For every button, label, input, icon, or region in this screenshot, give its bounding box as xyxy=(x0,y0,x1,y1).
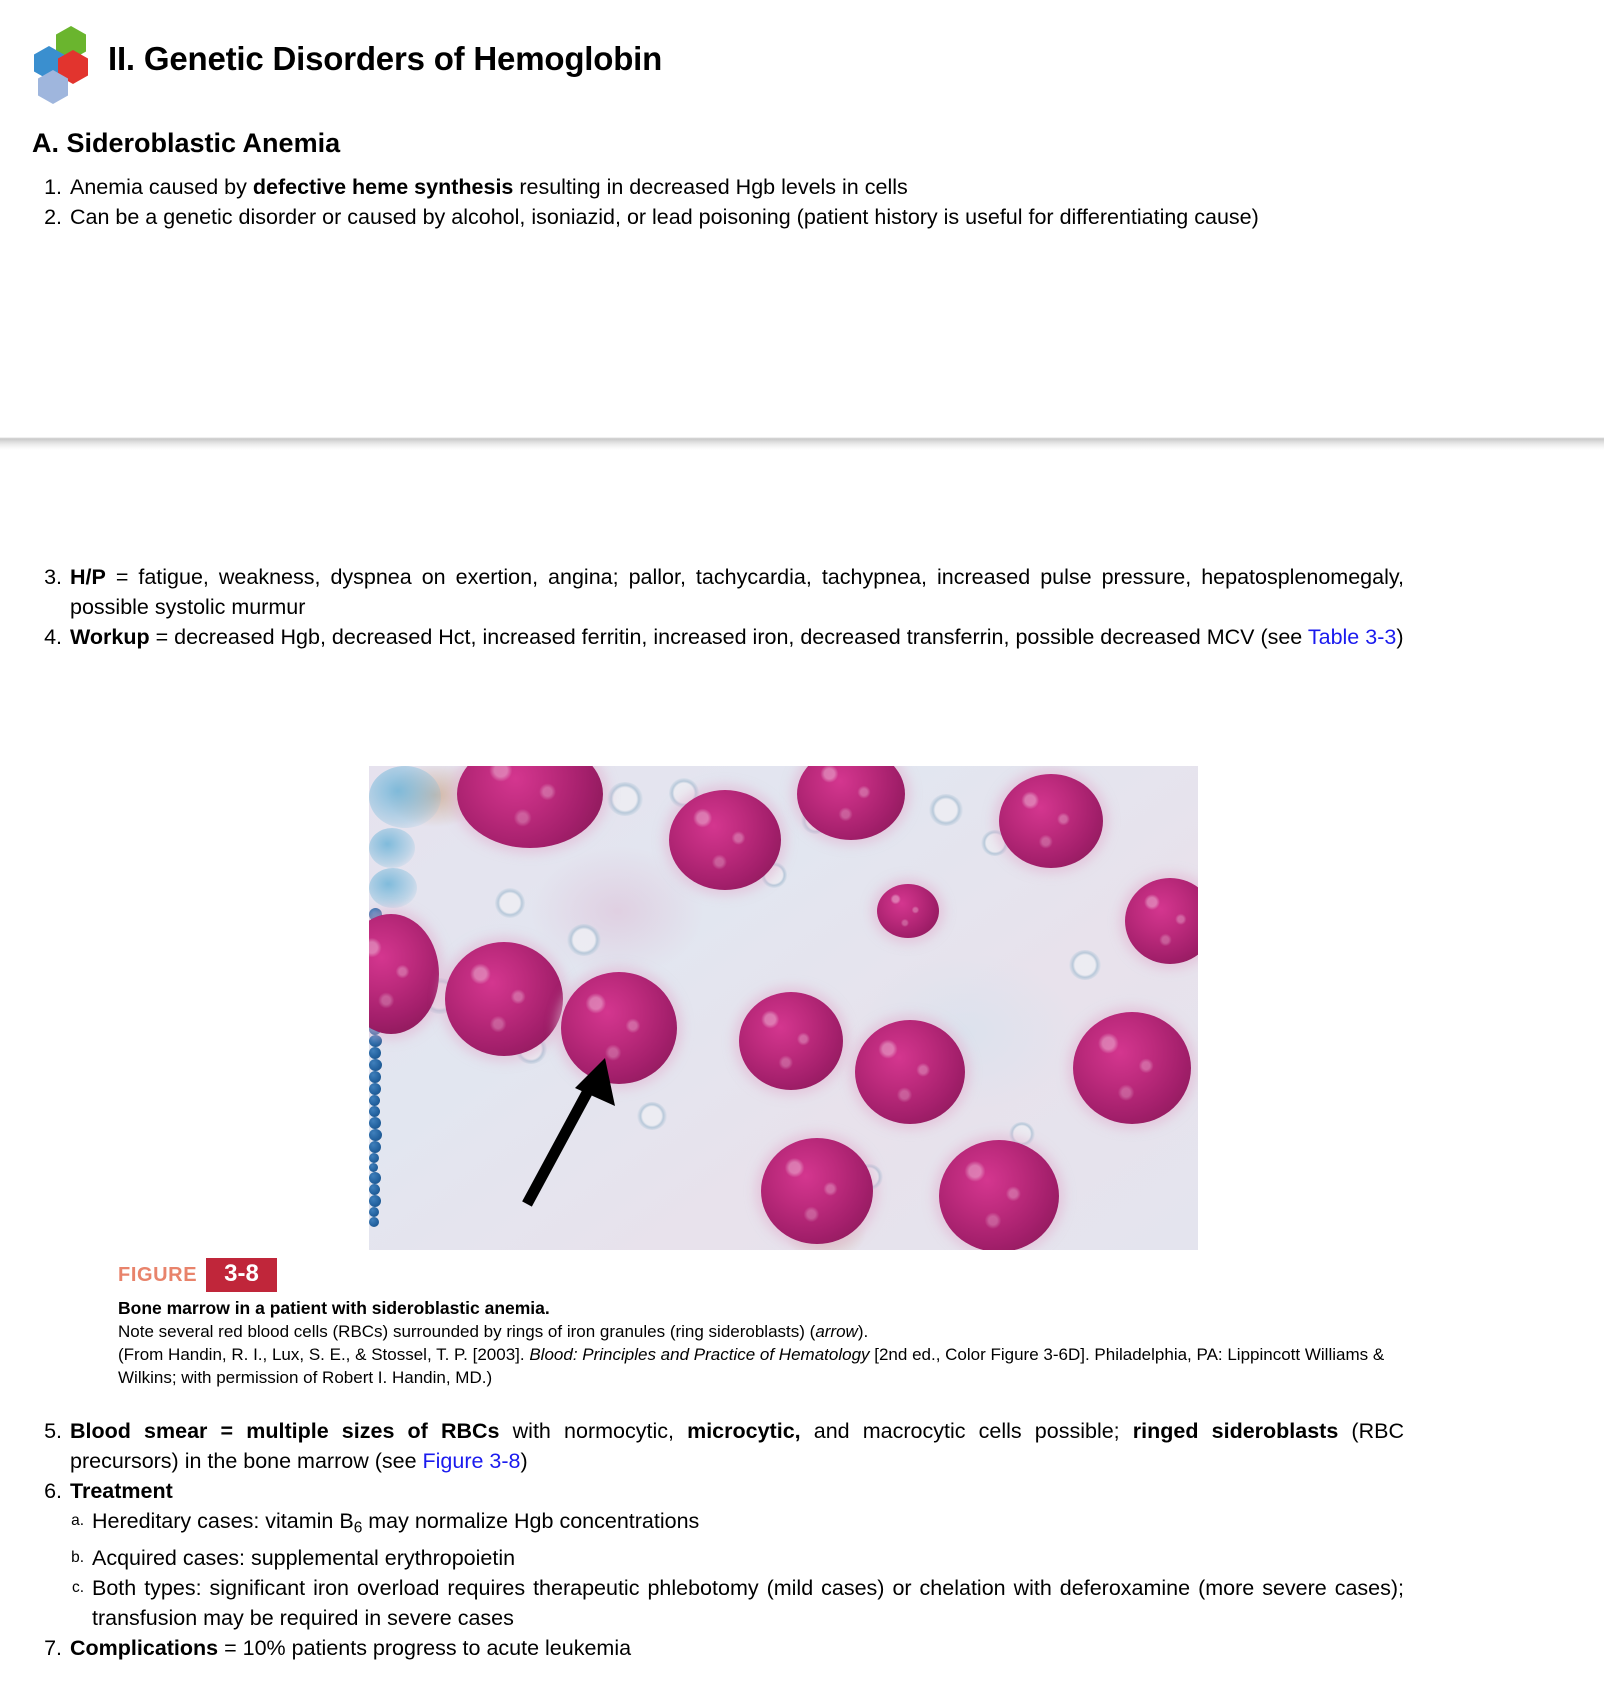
iron-granule xyxy=(369,1163,378,1172)
iron-stain-blotch xyxy=(369,766,441,828)
figure-caption xyxy=(118,1258,1408,1389)
list-top xyxy=(32,172,1404,232)
text-run: Can be a genetic disorder or caused by alcohol, isoniazid, or lead poisoning (patient history is useful for differentiating cause) xyxy=(70,205,1259,229)
cell-nucleus xyxy=(445,942,563,1056)
iron-granule xyxy=(369,1195,381,1207)
text-run: ) xyxy=(520,1449,528,1473)
page-break-divider xyxy=(0,437,1604,450)
cross-reference-link[interactable]: Figure 3-8 xyxy=(422,1449,521,1473)
iron-granule xyxy=(369,1172,381,1184)
italic-run: arrow xyxy=(815,1322,858,1341)
bold-run: multiple sizes of RBCs xyxy=(246,1419,500,1443)
list-item xyxy=(32,202,1404,232)
iron-granule xyxy=(369,1083,381,1095)
list-item-text xyxy=(70,172,1404,202)
cell-nucleus xyxy=(999,774,1103,868)
ghost-rbc xyxy=(637,1102,667,1130)
ring-sideroblast-nucleus xyxy=(561,972,677,1084)
list-item-marker: 5. xyxy=(44,1419,62,1443)
subscript-run: 6 xyxy=(353,1519,363,1537)
text-run: with normocytic, xyxy=(499,1419,688,1443)
page-title: II. Genetic Disorders of Hemoglobin xyxy=(108,40,663,77)
iron-granule xyxy=(369,1071,381,1083)
iron-granule xyxy=(369,1059,382,1071)
cross-reference-link[interactable]: Table 3-3 xyxy=(1307,625,1397,649)
list-item xyxy=(32,172,1404,202)
bold-run: Treatment xyxy=(70,1479,173,1503)
text-run: ) xyxy=(1396,625,1404,649)
text-run: and macrocytic cells possible; xyxy=(800,1419,1133,1443)
text-run: [2nd ed., Color Figure 3-6D]. Philadelphia, PA: Lippincott Williams & Wilkins; with permission of Robert I. Handin, MD.) xyxy=(118,1345,1385,1387)
list-item-text xyxy=(92,1543,1404,1573)
list-item xyxy=(32,562,1404,622)
ghost-rbc xyxy=(567,924,601,956)
figure-source xyxy=(118,1343,1408,1389)
cell-nucleus xyxy=(457,766,603,848)
text-run: resulting in decreased Hgb levels in cells xyxy=(513,175,908,199)
bold-run: Blood smear xyxy=(70,1419,208,1443)
iron-granule xyxy=(369,1095,380,1106)
list-item-marker: 4. xyxy=(44,625,62,649)
cell-nucleus xyxy=(939,1140,1059,1250)
cell-nucleus xyxy=(855,1020,965,1124)
iron-granule xyxy=(369,1047,381,1059)
list-item xyxy=(32,1633,1404,1663)
text-run: = decreased Hgb, decreased Hct, increased ferritin, increased iron, decreased transferrin, possible decreased MCV (see xyxy=(149,625,1308,649)
list-item-marker: a. xyxy=(71,1512,84,1529)
iron-stain-blotch xyxy=(369,828,415,868)
list-item xyxy=(32,1416,1404,1476)
text-run: Acquired cases: supplemental erythropoietin xyxy=(92,1546,516,1571)
text-run: Note several red blood cells (RBCs) surrounded by rings of iron granules (ring sideroblasts) ( xyxy=(118,1322,816,1341)
cell-nucleus xyxy=(369,914,439,1034)
page-header xyxy=(30,24,662,94)
cell-nucleus xyxy=(1125,878,1198,964)
text-run: Both types: significant iron overload requires therapeutic phlebotomy (mild cases) or chelation with deferoxamine (more severe cases); transfusion may be required in severe cases xyxy=(92,1576,1404,1631)
text-run: = fatigue, weakness, dyspnea on exertion, angina; pallor, tachycardia, tachypnea, increased pulse pressure, hepatosplenomegaly, possible systolic murmur xyxy=(70,565,1404,619)
list-item-text xyxy=(70,202,1404,232)
text-run: (RBC precursors) in the bone marrow (see xyxy=(70,1419,1404,1473)
list-item xyxy=(32,622,1404,652)
iron-granule xyxy=(369,1117,381,1129)
cell-nucleus xyxy=(669,790,781,890)
bold-run: ringed sideroblasts xyxy=(1132,1419,1339,1443)
ghost-rbc xyxy=(929,794,963,826)
ghost-rbc xyxy=(607,782,643,816)
cell-nucleus xyxy=(1073,1012,1191,1124)
iron-stain-blotch xyxy=(369,868,417,908)
bone-marrow-micrograph xyxy=(369,766,1198,1250)
iron-granule xyxy=(369,1207,379,1217)
text-run: Anemia caused by xyxy=(70,175,253,199)
figure-label-word: FIGURE xyxy=(118,1263,198,1286)
italic-run: Blood: Principles and Practice of Hematology xyxy=(529,1345,870,1364)
cell-nucleus xyxy=(877,884,939,938)
list-item-marker: 3. xyxy=(44,565,62,589)
list-middle xyxy=(32,562,1404,652)
list-item-marker: 1. xyxy=(44,175,62,199)
bold-run: = xyxy=(207,1419,247,1443)
text-run: ). xyxy=(857,1322,869,1341)
list-item xyxy=(32,1573,1404,1633)
list-item-marker: b. xyxy=(71,1549,84,1567)
cell-nucleus xyxy=(761,1138,873,1244)
list-item-text xyxy=(92,1573,1404,1633)
list-item-marker: 6. xyxy=(44,1479,62,1503)
list-item-text xyxy=(70,1416,1404,1476)
iron-granule xyxy=(369,1217,379,1227)
list-item-text xyxy=(70,562,1404,622)
figure-image xyxy=(369,766,1198,1250)
cell-nucleus xyxy=(739,992,843,1090)
iron-granule xyxy=(369,1129,382,1141)
ghost-rbc xyxy=(495,888,525,918)
iron-granule xyxy=(369,1141,381,1153)
hexagon-cluster-logo xyxy=(30,24,92,94)
list-item-marker: c. xyxy=(71,1579,84,1597)
iron-granule xyxy=(369,1035,382,1047)
list-item xyxy=(32,1476,1404,1506)
list-item-marker: 2. xyxy=(44,205,62,229)
list-item xyxy=(32,1543,1404,1573)
list-item xyxy=(32,1506,1404,1543)
text-run: may normalize Hgb concentrations xyxy=(362,1509,700,1533)
bold-run: Workup xyxy=(70,625,150,649)
text-run: = 10% patients progress to acute leukemia xyxy=(218,1636,632,1661)
bold-run: H/P xyxy=(70,565,106,589)
list-item-text xyxy=(70,1476,1404,1506)
ghost-rbc xyxy=(1069,950,1101,980)
bold-run: Complications xyxy=(70,1636,219,1661)
iron-granule xyxy=(369,1184,380,1195)
figure-note xyxy=(118,1320,1408,1343)
text-run: Hereditary cases: vitamin B xyxy=(92,1509,354,1533)
figure-label-row xyxy=(118,1258,1408,1292)
figure-title: Bone marrow in a patient with sideroblastic anemia. xyxy=(118,1298,550,1318)
list-item-marker: 7. xyxy=(44,1636,62,1661)
figure-number-badge: 3-8 xyxy=(206,1258,277,1292)
iron-granule xyxy=(369,1106,380,1117)
list-item-text xyxy=(70,622,1404,652)
list-bottom xyxy=(32,1416,1404,1663)
iron-granule xyxy=(369,1153,379,1163)
section-heading: A. Sideroblastic Anemia xyxy=(32,128,341,158)
bold-run: microcytic, xyxy=(687,1419,801,1443)
bold-run: defective heme synthesis xyxy=(252,175,514,199)
list-item-text xyxy=(70,1633,1404,1663)
text-run: (From Handin, R. I., Lux, S. E., & Stossel, T. P. [2003]. xyxy=(118,1345,530,1364)
list-item-text xyxy=(92,1506,1404,1543)
